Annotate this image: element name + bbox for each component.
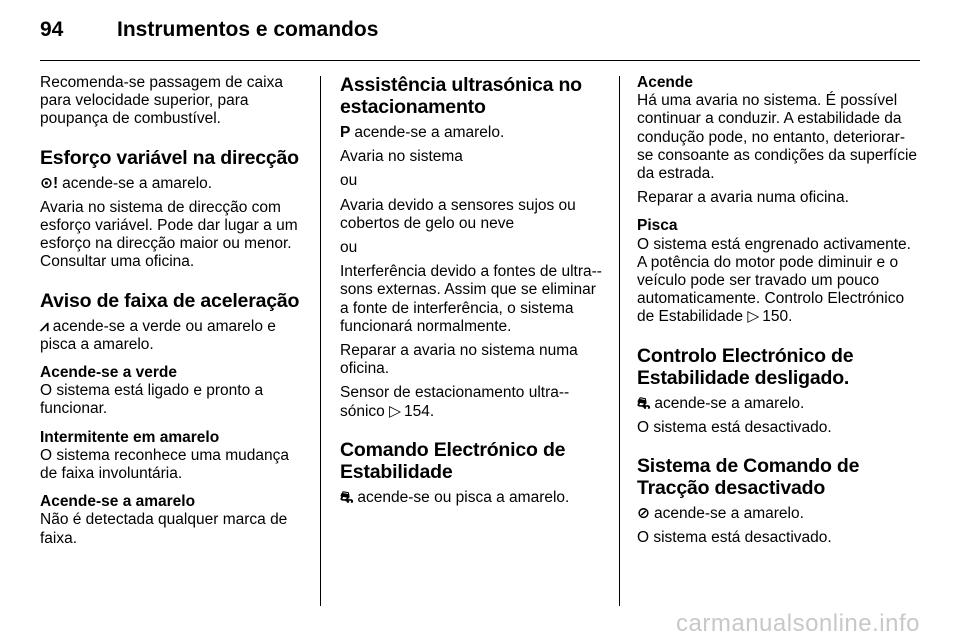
section-heading-tc-off: Sistema de Comando de Tracção desactivado [637,455,860,500]
section-heading-steering: Esforço variável na direcção [40,146,299,169]
parking-or-2: ou [340,239,358,257]
section-heading-esc-off: Controlo Electrónico de Estabilidade desligado. [637,344,854,389]
esc-off-body: O sistema está desactivado. [637,418,832,436]
lane-lights-text: ⩘ acende-se a verde ou amarelo e pisca a amarelo. [40,317,276,353]
steering-lights-text: ⊙! acende-se a amarelo. [40,174,213,192]
section-heading-parking: Assistência ultrasónica no estacionamento [340,74,582,118]
subheading-amber: Acende-se a amarelo [40,493,196,511]
parking-line-1: Avaria no sistema [340,148,463,166]
amber-body: Não é detectada qualquer marca de faixa. [40,511,288,547]
subheading-lit: Acende [637,74,693,91]
column-middle [340,74,608,513]
watermark: carmanualsonline.info [676,610,920,637]
page-number: 94 [40,18,64,41]
traction-control-off-icon: ⊘ [637,505,650,523]
section-heading-esc: Comando Electrónico de Estabilidade [340,438,566,483]
esc-lights-text: ⛐ acende-se ou pisca a amarelo. [340,488,570,506]
page-reference-link[interactable]: 154. [404,402,435,420]
parking-line-2: Avaria devido a sensores sujos ou cobertos de gelo ou neve [340,196,576,232]
reference-arrow-icon: ▷ [747,308,760,326]
subheading-flash: Pisca [637,217,678,235]
subheading-green: Acende-se a verde [40,364,177,382]
column-right [637,74,919,553]
page-header [40,18,920,42]
tc-off-body: O sistema está desactivado. [637,529,832,547]
lit-repair: Reparar a avaria numa oficina. [637,189,849,207]
esc-off-icon: ⛐ [637,394,651,412]
tc-off-lights-text: ⊘ acende-se a amarelo. [637,505,804,523]
steering-warning-icon: ⊙! [40,174,59,192]
parking-line-4: Reparar a avaria no sistema numa oficina. [340,342,578,378]
flash-body: O sistema está engrenado activamente. A potência do motor pode diminuir e o veículo pode ser travado um pouco automaticamente. Controlo Electrónico de Estabilidade ▷ 150. [637,235,911,326]
flashing-body: O sistema reconhece uma mudança de faixa involuntária. [40,446,289,483]
column-left [40,74,310,554]
column-divider [320,76,321,606]
column-divider [619,76,620,606]
parking-assist-icon: P [340,124,351,141]
page-title: Instrumentos e comandos [117,18,379,41]
intro-paragraph: Recomenda-se passagem de caixa para velocidade superior, para poupança de combustível. [40,74,283,128]
steering-body: Avaria no sistema de direcção com esforço variável. Pode dar lugar a um esforço na direcção maior ou menor. Consultar uma oficina. [40,198,298,271]
esc-off-lights-text: ⛐ acende-se a amarelo. [637,394,805,412]
parking-or-1: ou [340,172,358,190]
parking-line-5: Sensor de estacionamento ultra--sónico ▷ 154. [340,384,570,420]
section-heading-lane: Aviso de faixa de aceleração [40,289,300,312]
header-rule [40,60,920,61]
subheading-flashing: Intermitente em amarelo [40,428,220,446]
reference-arrow-icon: ▷ [389,402,402,420]
page-reference-link[interactable]: 150. [762,308,793,326]
parking-lights-text: P acende-se a amarelo. [340,124,505,141]
esc-skid-icon: ⛐ [340,488,354,506]
green-body: O sistema está ligado e pronto a funcionar. [40,382,264,418]
lane-departure-icon: ⩘ [40,317,49,335]
lit-body: Há uma avaria no sistema. É possível continuar a conduzir. A estabilidade da condução pode, no entanto, deteriorar-se consoante as condições da superfície da estrada. [637,92,918,183]
parking-line-3: Interferência devido a fontes de ultra--sons externas. Assim que se eliminar a fonte de interferência, o sistema funcionará normalmente. [340,263,602,335]
